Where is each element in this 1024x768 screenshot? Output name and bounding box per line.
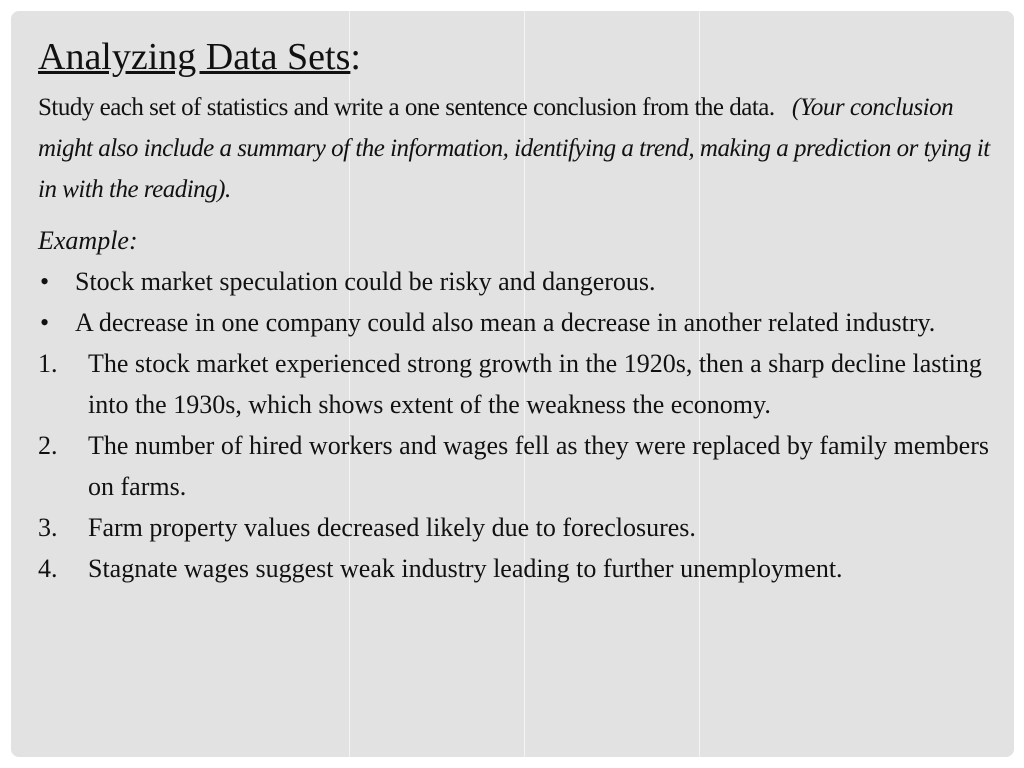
numbered-list xyxy=(38,343,998,589)
number-mark: 4. xyxy=(38,554,58,583)
item-text: Stagnate wages suggest weak industry leading to further unemployment. xyxy=(88,554,843,583)
instructions-italic: (Your conclusion might also include a summary of the information, identifying a trend, making a prediction or tying it in with the reading). xyxy=(38,94,990,203)
bullet-mark: • xyxy=(40,267,50,296)
list-item xyxy=(38,507,998,548)
item-text: The stock market experienced strong growth in the 1920s, then a sharp decline lasting into the 1930s, which shows extent of the weakness the economy. xyxy=(88,349,982,419)
bullet-mark: • xyxy=(40,308,50,337)
bullet-list xyxy=(38,261,998,343)
list-item xyxy=(38,548,998,589)
number-mark: 1. xyxy=(38,349,58,378)
example-label: Example: xyxy=(38,226,138,255)
list-item xyxy=(38,302,998,343)
list-item xyxy=(38,343,998,425)
slide-title: Analyzing Data Sets xyxy=(38,36,351,78)
number-mark: 3. xyxy=(38,513,58,542)
number-mark: 2. xyxy=(38,431,58,460)
item-text: The number of hired workers and wages fell as they were replaced by family members on farms. xyxy=(88,431,989,501)
instructions-plain: Study each set of statistics and write a one sentence conclusion from the data. xyxy=(38,94,775,121)
slide-background xyxy=(11,11,1014,757)
item-text: Farm property values decreased likely due to foreclosures. xyxy=(88,513,696,542)
slide-content xyxy=(38,33,998,589)
list-item xyxy=(38,425,998,507)
bullet-text: A decrease in one company could also mean a decrease in another related industry. xyxy=(75,308,936,337)
bullet-text: Stock market speculation could be risky and dangerous. xyxy=(75,267,656,296)
instructions xyxy=(38,87,998,210)
title-line xyxy=(38,35,998,87)
list-item xyxy=(38,261,998,302)
title-colon: : xyxy=(350,36,361,78)
